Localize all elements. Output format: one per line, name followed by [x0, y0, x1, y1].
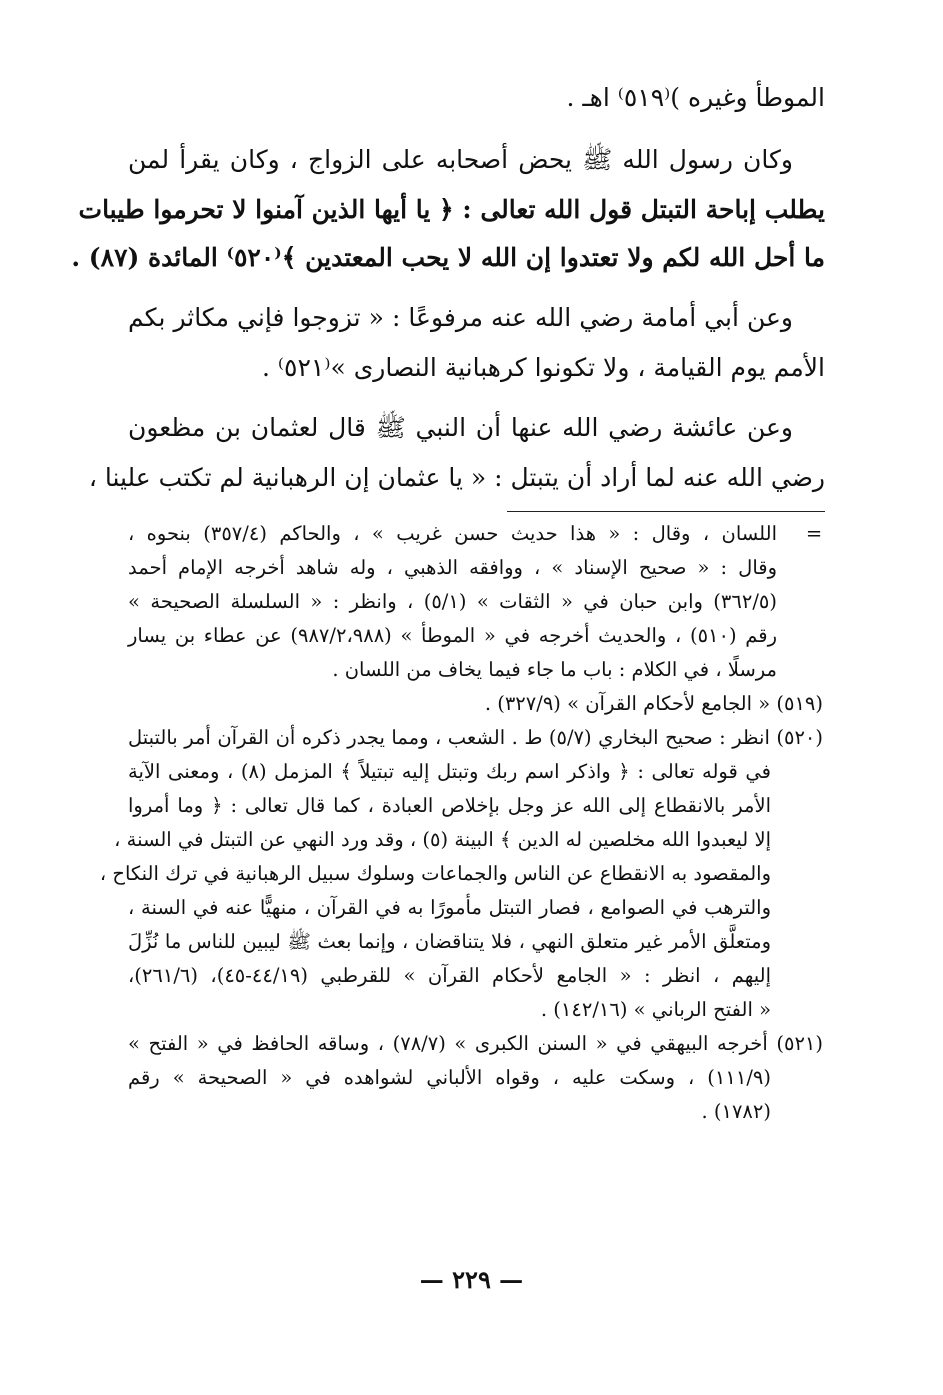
- main-line: ما أحل الله لكم ولا تعتدوا إن الله لا يحب المعتدين ﴾⁽٥٢٠⁾ المائدة (٨٧) .: [71, 243, 825, 272]
- main-line: وعن عائشة رضي الله عنها أن النبي ﷺ قال لعثمان بن مظعون: [128, 413, 793, 442]
- continuation-marker: =: [805, 522, 823, 545]
- footnote-divider: [507, 511, 825, 512]
- footnote-line: وقال : « صحيح الإسناد » ، ووافقه الذهبي ، وله شاهد أخرجه الإمام أحمد: [128, 556, 777, 579]
- footnote-line: والمقصود به الانقطاع عن الناس والجماعات وسلوك سبيل الرهبانية في ترك النكاح ،: [99, 862, 771, 885]
- main-line: يطلب إباحة التبتل قول الله تعالى : ﴿ يا أيها الذين آمنوا لا تحرموا طيبات: [78, 195, 825, 224]
- footnote-line: مرسلًا ، في الكلام : باب ما جاء فيما يخاف من اللسان .: [332, 658, 777, 681]
- footnote-line: إليهم ، انظر : « الجامع لأحكام القرآن » للقرطبي (٤٤/١٩-٤٥)، (٢٦١/٦)،: [128, 964, 771, 987]
- footnote-line: في قوله تعالى : ﴿ واذكر اسم ربك وتبتل إليه تبتيلاً ﴾ المزمل (٨) ، ومعنى الآية: [128, 760, 771, 783]
- footnote-line: (١٧٨٢) .: [701, 1100, 771, 1123]
- main-line: وكان رسول الله ﷺ يحض أصحابه على الزواج ، وكان يقرأ لمن: [128, 145, 793, 174]
- footnote-line: رقم (٥١٠) ، والحديث أخرجه في « الموطأ » (٩٨٧/٢،٩٨٨) عن عطاء بن يسار: [128, 624, 777, 647]
- footnote-line: إلا ليعبدوا الله مخلصين له الدين ﴾ البينة (٥) ، وقد ورد النهي عن التبتل في السنة ،: [114, 828, 771, 851]
- footnote-line: (١١١/٩) ، وسكت عليه ، وقواه الألباني لشواهده في « الصحيحة » رقم: [128, 1066, 771, 1089]
- footnote-line: (٣٦٢/٥) وابن حبان في « الثقات » (٥/١) ، وانظر : « السلسلة الصحيحة »: [128, 590, 777, 613]
- main-line: رضي الله عنه لما أراد أن يتبتل : « يا عثمان إن الرهبانية لم تكتب علينا ،: [88, 463, 825, 492]
- footnote-520: (٥٢٠) انظر : صحيح البخاري (٥/٧) ط . الشعب ، ومما يجدر ذكره أن القرآن أمر بالتبتل: [128, 726, 823, 749]
- footnote-521: (٥٢١) أخرجه البيهقي في « السنن الكبرى » (٧٨/٧) ، وساقه الحافظ في « الفتح »: [128, 1032, 823, 1055]
- page-number: — ٢٢٩ —: [419, 1265, 524, 1294]
- footnote-line: « الفتح الرباني » (١٤٢/١٦) .: [540, 998, 771, 1021]
- main-line: الموطأ وغيره )⁽٥١٩⁾ اهـ .: [566, 83, 825, 112]
- footnote-line: ومتعلَّق الأمر غير متعلق النهي ، فلا يتناقضان ، وإنما بعث ﷺ ليبين للناس ما نُزِّلَ: [128, 930, 771, 953]
- footnote-519: (٥١٩) « الجامع لأحكام القرآن » (٣٢٧/٩) .: [484, 692, 823, 715]
- footnote-line: والترهب في الصوامع ، فصار التبتل مأمورًا به في القرآن ، منهيًّا عنه في السنة ،: [128, 896, 771, 919]
- main-line: الأمم يوم القيامة ، ولا تكونوا كرهبانية النصارى »⁽٥٢١⁾ .: [262, 353, 825, 382]
- footnote-line: اللسان ، وقال : « هذا حديث حسن غريب » ، والحاكم (٣٥٧/٤) بنحوه ،: [128, 522, 777, 545]
- footnote-line: الأمر بالانقطاع إلى الله عز وجل بإخلاص العبادة ، كما قال تعالى : ﴿ وما أمروا: [128, 794, 771, 817]
- main-line: وعن أبي أمامة رضي الله عنه مرفوعًا : « تزوجوا فإني مكاثر بكم: [128, 303, 793, 332]
